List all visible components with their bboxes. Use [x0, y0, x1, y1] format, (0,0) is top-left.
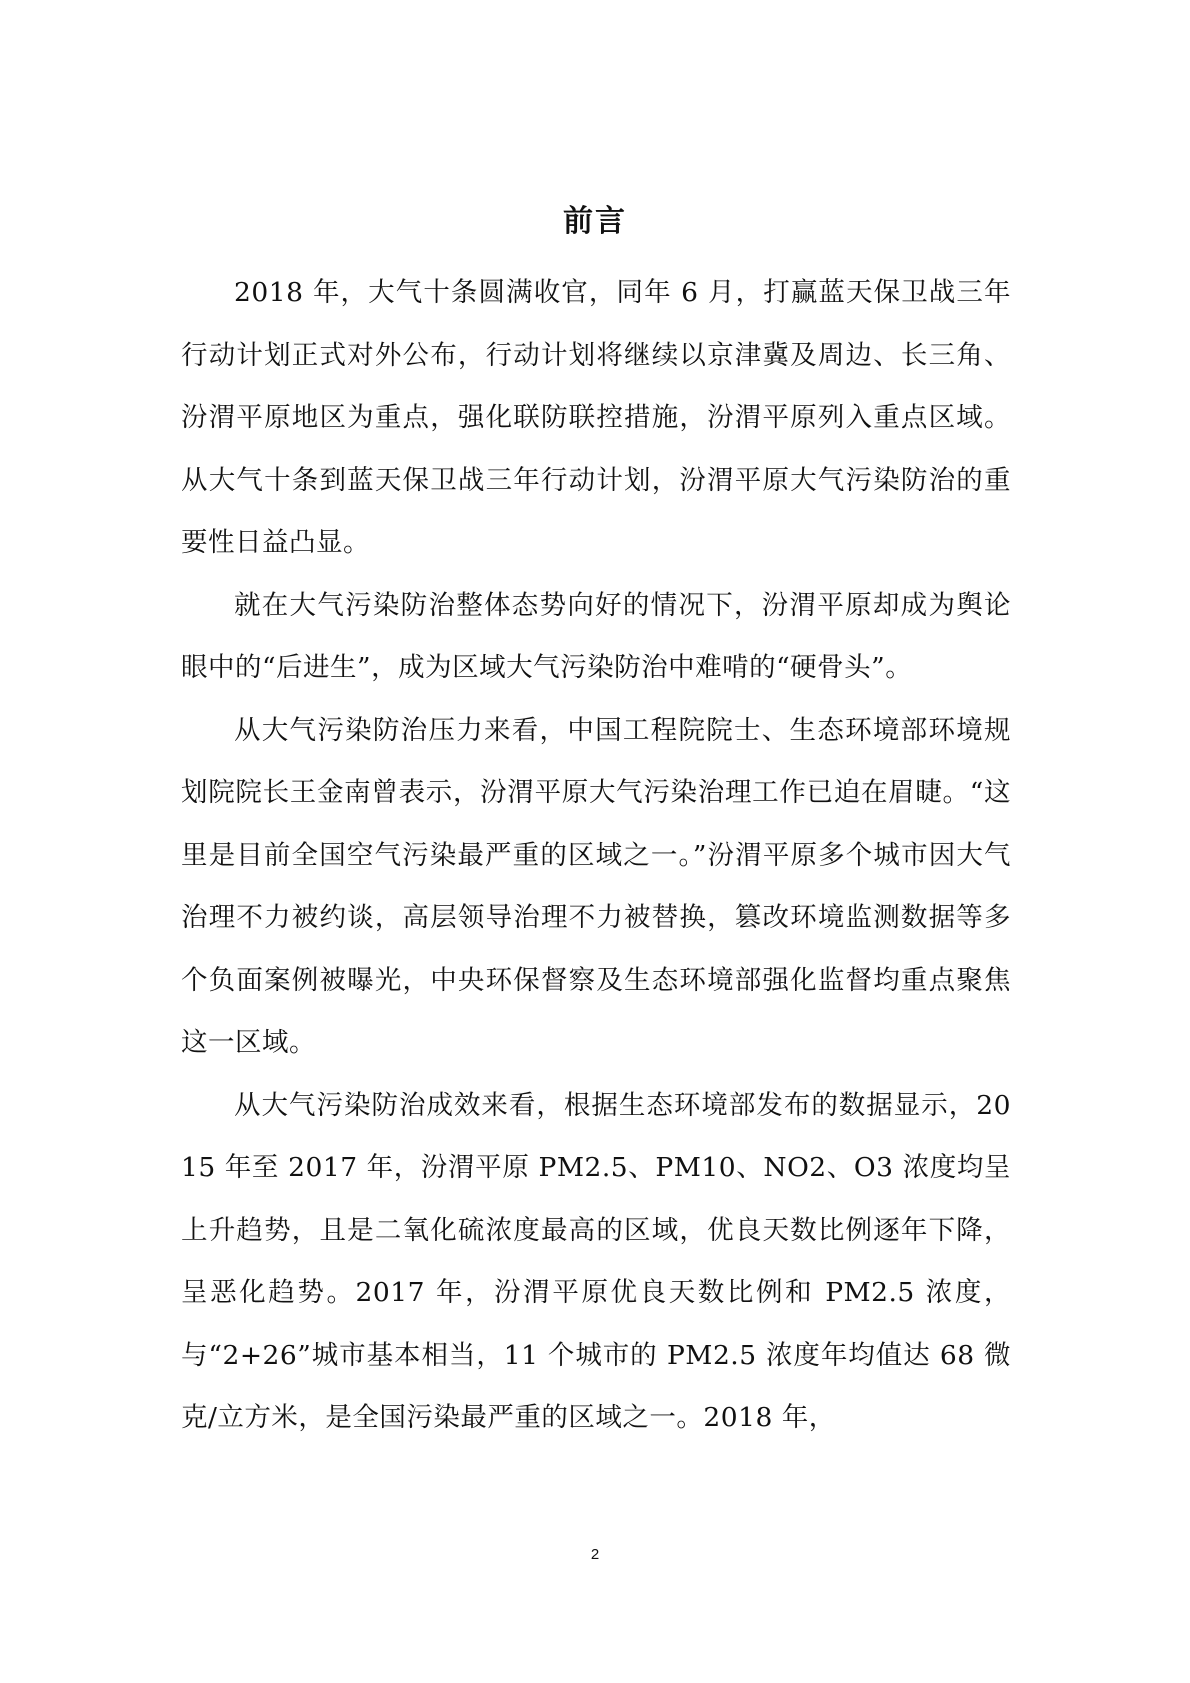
paragraph-1: 2018 年，大气十条圆满收官，同年 6 月，打赢蓝天保卫战三年行动计划正式对外公布，行动计划将继续以京津冀及周边、长三角、汾渭平原地区为重点，强化联防联控措施，汾渭平原列入重点区域。从大气十条到蓝天保卫战三年行动计划，汾渭平原大气污染防治的重要性日益凸显。: [181, 277, 1011, 558]
page-number: 2: [590, 1546, 600, 1563]
paragraph-2: 就在大气污染防治整体态势向好的情况下，汾渭平原却成为舆论眼中的“后进生”，成为区域大气污染防治中难啃的“硬骨头”。: [181, 589, 1011, 683]
paragraph-4: 从大气污染防治成效来看，根据生态环境部发布的数据显示，2015 年至 2017 年，汾渭平原 PM2.5、PM10、NO2、O3 浓度均呈上升趋势，且是二氧化硫浓度最高的区域，优良天数比例逐年下降，呈恶化趋势。2017 年，汾渭平原优良天数比例和 PM2.5 浓度，与“2+26”城市基本相当，11 个城市的 PM2.5 浓度年均值达 68 微克/立方米，是全国污染最严重的区域之一。2018 年，: [181, 1089, 1011, 1433]
document-body: [181, 262, 1011, 1450]
page-title: 前言: [563, 204, 627, 240]
paragraph-3: 从大气污染防治压力来看，中国工程院院士、生态环境部环境规划院院长王金南曾表示，汾渭平原大气污染治理工作已迫在眉睫。“这里是目前全国空气污染最严重的区域之一。”汾渭平原多个城市因大气治理不力被约谈，高层领导治理不力被替换，篡改环境监测数据等多个负面案例被曝光，中央环保督察及生态环境部强化监督均重点聚焦这一区域。: [181, 714, 1011, 1058]
